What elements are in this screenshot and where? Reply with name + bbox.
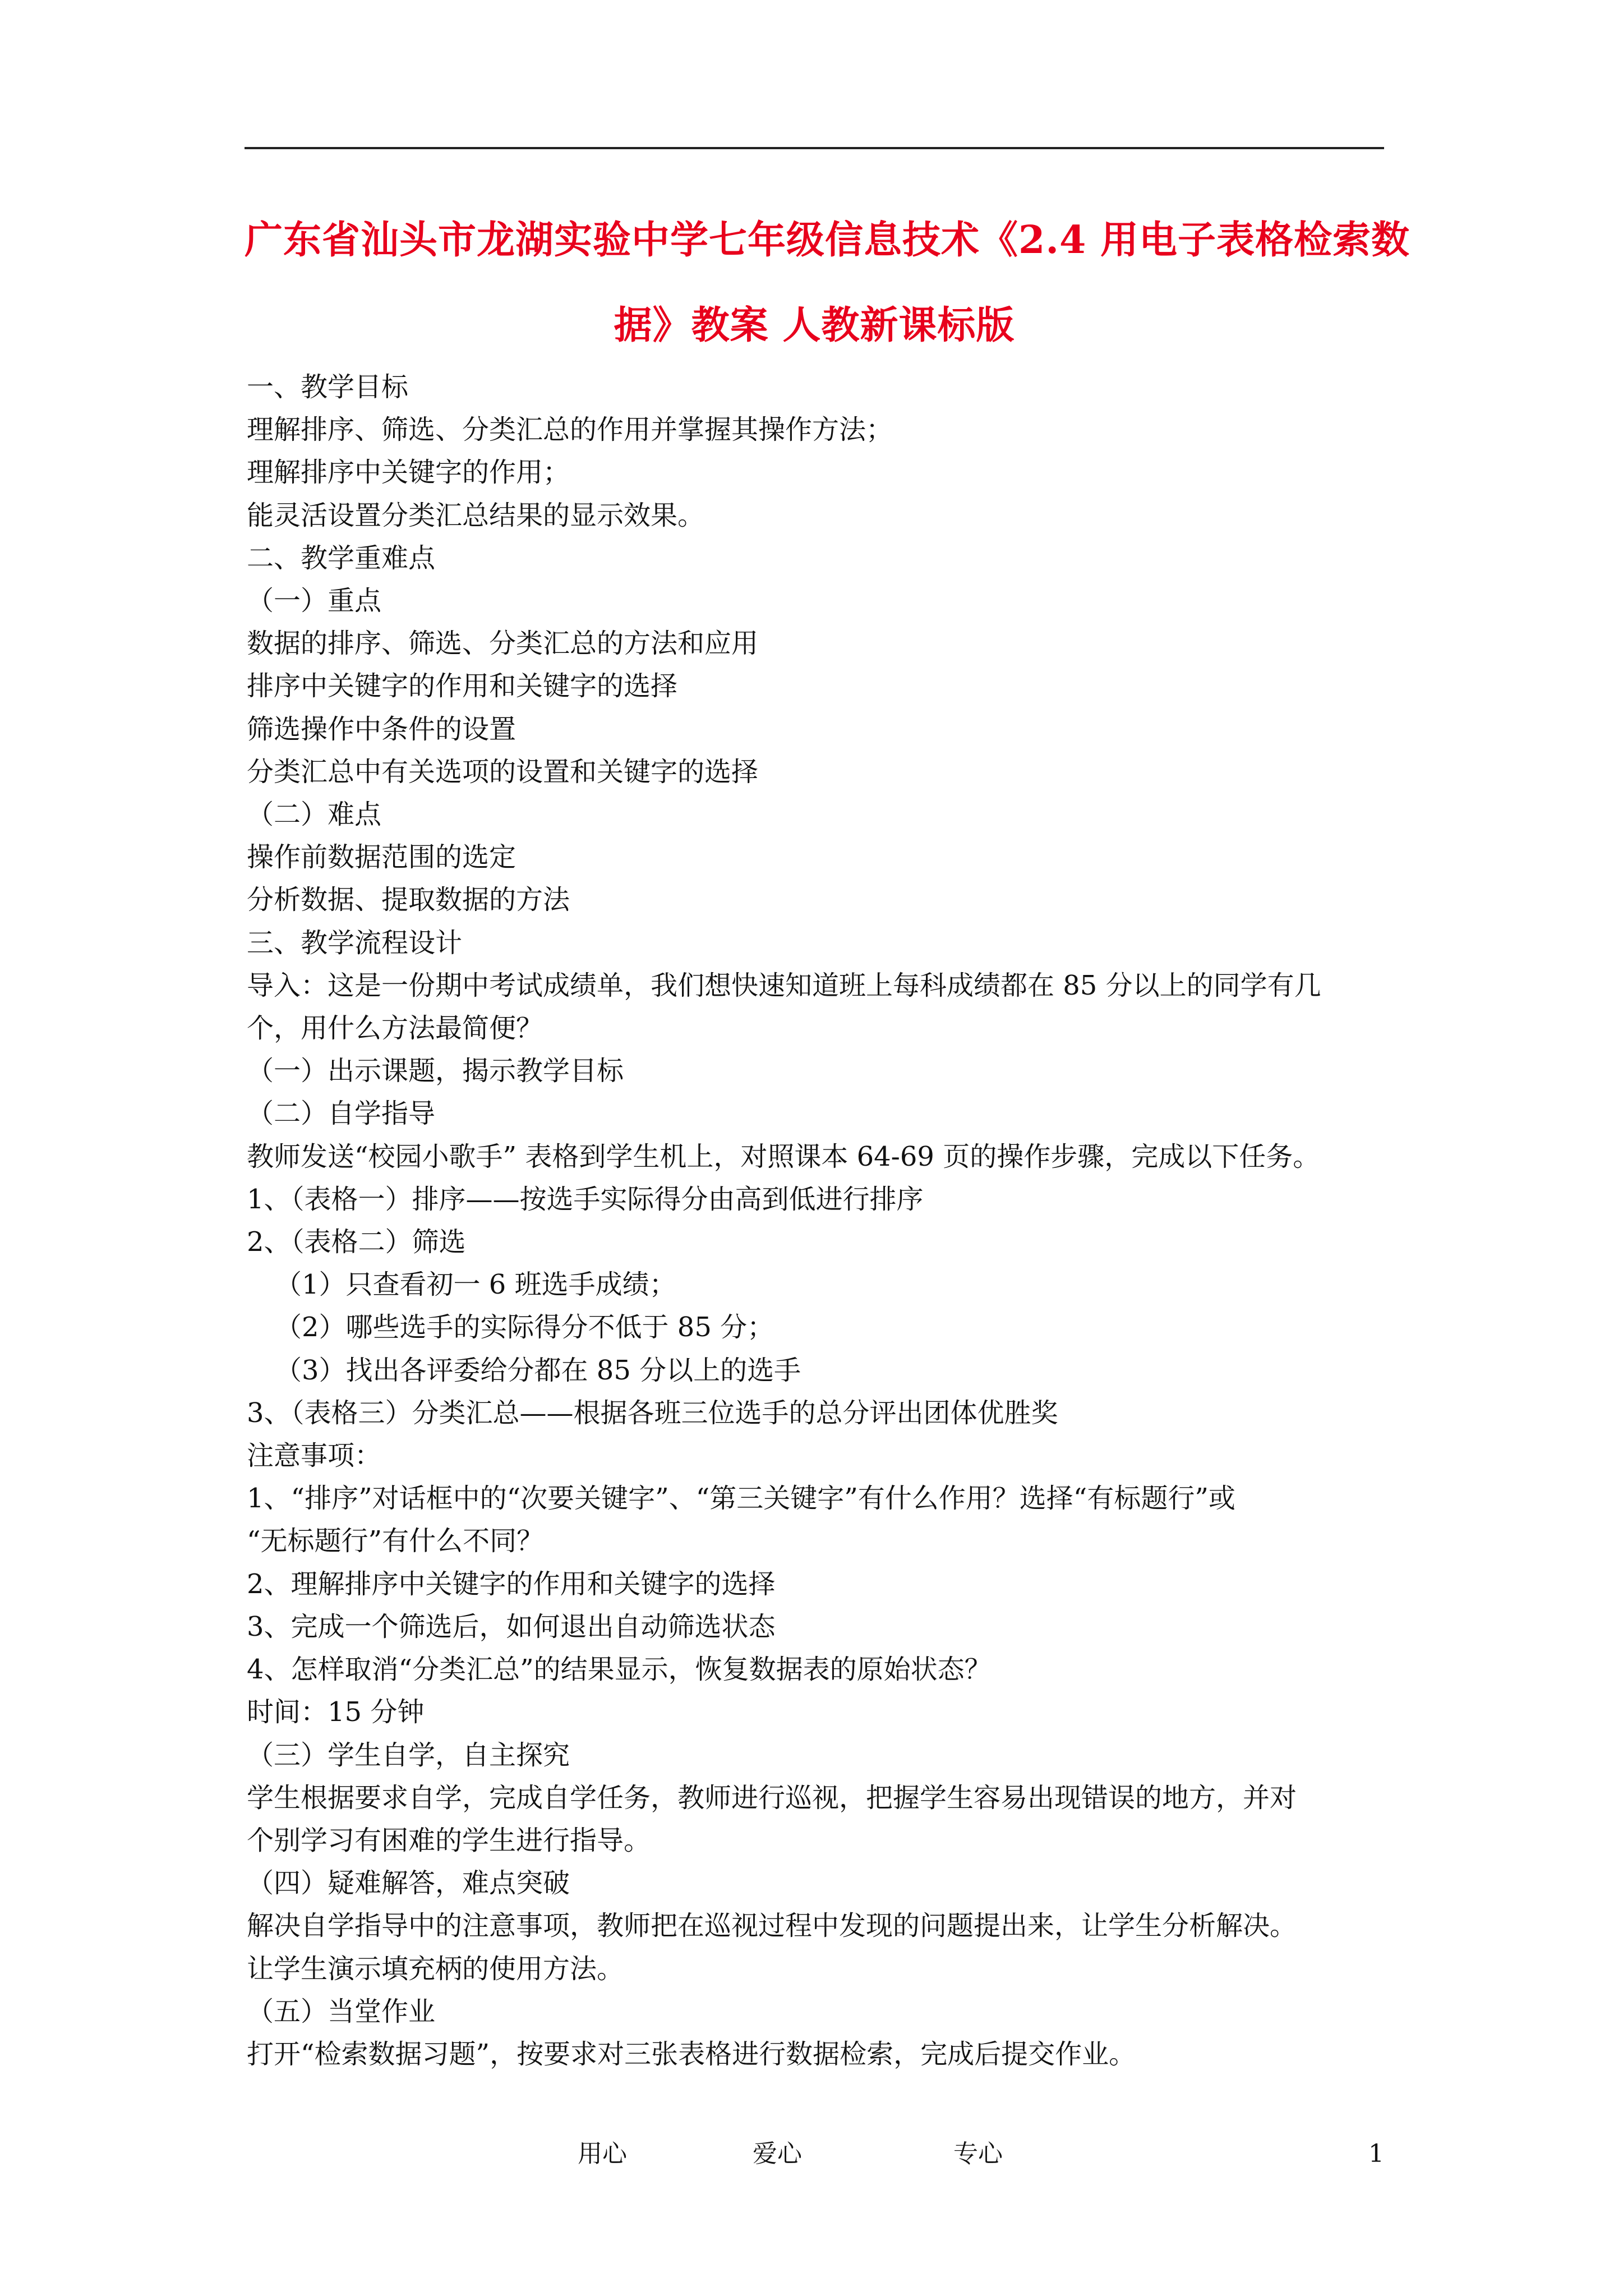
header-rule: [245, 147, 1384, 149]
subsection-heading: （五）当堂作业: [247, 1995, 436, 2027]
body-line: 理解排序、筛选、分类汇总的作用并掌握其操作方法；: [247, 414, 893, 446]
subsection-heading: （三）学生自学，自主探究: [247, 1739, 570, 1771]
body-line: 注意事项：: [247, 1440, 382, 1472]
footer-middle-text: 爱心: [753, 2139, 802, 2168]
body-line: 分类汇总中有关选项的设置和关键字的选择: [247, 756, 759, 788]
page-number: 1: [1368, 2139, 1384, 2168]
section-heading: 一、教学目标: [247, 371, 409, 403]
list-item: 2、（表格二）筛选: [247, 1226, 466, 1258]
footer-right-text: 专心: [953, 2139, 1003, 2168]
sub-list-item: （1）只查看初一 6 班选手成绩；: [275, 1269, 676, 1301]
body-line: 导入：这是一份期中考试成绩单，我们想快速知道班上每科成绩都在 85 分以上的同学有几: [247, 969, 1321, 1001]
sub-list-item: （3）找出各评委给分都在 85 分以上的选手: [275, 1354, 801, 1386]
list-item: 3、完成一个筛选后，如何退出自动筛选状态: [247, 1611, 776, 1642]
title-line-2: 据》教案 人教新课标版: [614, 303, 1015, 348]
list-item: 2、理解排序中关键字的作用和关键字的选择: [247, 1568, 776, 1600]
body-line: 筛选操作中条件的设置: [247, 713, 517, 745]
body-line: 分析数据、提取数据的方法: [247, 884, 570, 916]
body-line: 理解排序中关键字的作用；: [247, 457, 570, 489]
subsection-heading: （一）重点: [247, 585, 382, 617]
page-footer: [0, 2137, 1623, 2171]
body-line: 个别学习有困难的学生进行指导。: [247, 1824, 651, 1856]
body-line: 操作前数据范围的选定: [247, 841, 517, 873]
body-line: 学生根据要求自学，完成自学任务，教师进行巡视，把握学生容易出现错误的地方，并对: [247, 1782, 1297, 1814]
subsection-heading: （四）疑难解答，难点突破: [247, 1867, 570, 1899]
body-line: 教师发送“校园小歌手” 表格到学生机上，对照课本 64-69 页的操作步骤，完成以下任务。: [247, 1140, 1320, 1172]
subsection-heading: （二）难点: [247, 799, 382, 831]
list-item: 1、（表格一）排序——按选手实际得分由高到低进行排序: [247, 1183, 924, 1215]
footer-left-text: 用心: [578, 2139, 627, 2168]
sub-list-item: （2）哪些选手的实际得分不低于 85 分；: [275, 1312, 774, 1343]
body-line: 能灵活设置分类汇总结果的显示效果。: [247, 499, 705, 531]
section-heading: 二、教学重难点: [247, 542, 436, 574]
body-line: 个，用什么方法最简便？: [247, 1013, 543, 1045]
subsection-heading: （一）出示课题，揭示教学目标: [247, 1055, 624, 1087]
body-line: 解决自学指导中的注意事项，教师把在巡视过程中发现的问题提出来，让学生分析解决。: [247, 1910, 1297, 1942]
body-line: 打开“检索数据习题”，按要求对三张表格进行数据检索，完成后提交作业。: [247, 2038, 1136, 2070]
section-heading: 三、教学流程设计: [247, 927, 463, 959]
body-line: 让学生演示填充柄的使用方法。: [247, 1953, 624, 1985]
subsection-heading: （二）自学指导: [247, 1098, 436, 1130]
body-line: 数据的排序、筛选、分类汇总的方法和应用: [247, 628, 759, 660]
body-line: 时间：15 分钟: [247, 1696, 425, 1728]
document-title: [245, 197, 1410, 368]
list-item: 1、“排序”对话框中的“次要关键字”、“第三关键字”有什么作用？选择“有标题行”或: [247, 1483, 1235, 1515]
title-line-1: 广东省汕头市龙湖实验中学七年级信息技术《2.4 用电子表格检索数: [245, 218, 1410, 263]
list-item: 4、怎样取消“分类汇总”的结果显示，恢复数据表的原始状态？: [247, 1654, 992, 1686]
body-line: “无标题行”有什么不同？: [247, 1525, 544, 1557]
list-item: 3、（表格三）分类汇总——根据各班三位选手的总分评出团体优胜奖: [247, 1397, 1058, 1429]
body-line: 排序中关键字的作用和关键字的选择: [247, 670, 678, 702]
document-body: [247, 366, 1385, 2076]
